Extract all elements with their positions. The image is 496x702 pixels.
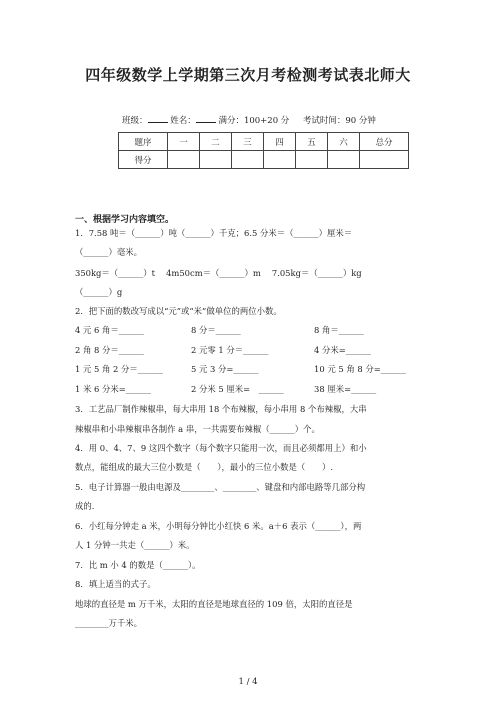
conversion-item: 2 分米 5 厘米= ______ bbox=[191, 384, 284, 394]
class-label: 班级： bbox=[122, 116, 148, 126]
page-number: 1 / 4 bbox=[238, 677, 258, 687]
header-cell: 一 bbox=[168, 133, 200, 151]
conversion-item: 10 元 5 角 8 分=______ bbox=[314, 364, 406, 374]
question-line: 7．比 m 小 4 的数是（______）。 bbox=[75, 560, 201, 570]
question-line: 地球的直径是 m 万千米，太阳的直径是地球直径的 109 倍，太阳的直径是 bbox=[75, 599, 353, 609]
header-cell: 总分 bbox=[360, 133, 409, 151]
question-line: 人 1 分钟一共走（______）米。 bbox=[75, 540, 195, 550]
class-blank bbox=[148, 114, 168, 123]
header-cell: 三 bbox=[232, 133, 264, 151]
question-line: 8．填上适当的式子。 bbox=[75, 579, 156, 589]
question-line: ________万千米。 bbox=[75, 618, 142, 628]
conversion-item: 4 分米=______ bbox=[314, 345, 371, 355]
question-line: 3．工艺品厂制作辣椒串，每大串用 18 个布辣椒，每小串用 8 个布辣椒，大串 bbox=[75, 404, 367, 414]
question-line: 2．把下面的数改写成以“元”或“米”做单位的两位小数。 bbox=[75, 306, 282, 316]
score-table bbox=[118, 132, 409, 169]
score-cell bbox=[296, 151, 328, 169]
question-line: 1．7.58 吨＝（______）吨（______）千克；6.5 分米＝（______）厘米＝ bbox=[75, 228, 353, 238]
score-cell bbox=[168, 151, 200, 169]
header-cell: 六 bbox=[328, 133, 360, 151]
score-table-header-row bbox=[119, 133, 409, 151]
conversion-item: 8 角＝______ bbox=[314, 325, 364, 335]
conversion-item: 4 元 6 角＝______ bbox=[75, 325, 144, 335]
exam-info bbox=[122, 114, 376, 126]
question-line: 数点，能组成的最大三位小数是（ ），最小的三位小数是（ ）. bbox=[75, 462, 334, 472]
name-blank bbox=[196, 114, 216, 123]
score-cell bbox=[328, 151, 360, 169]
question-line: 6．小红每分钟走 a 米，小明每分钟比小红快 6 米。a＋6 表示（______），两 bbox=[75, 521, 362, 531]
section-heading: 一、根据学习内容填空。 bbox=[75, 215, 175, 225]
score-cell bbox=[360, 151, 409, 169]
header-cell: 题序 bbox=[119, 133, 168, 151]
question-line: 4．用 0、4、7、9 这四个数字（每个数字只能用一次，而且必须都用上）和小 bbox=[75, 443, 367, 453]
score-cell bbox=[232, 151, 264, 169]
question-line: 350kg＝（______）t 4m50cm＝（______）m 7.05kg＝（______）kg bbox=[75, 268, 362, 278]
score-cell bbox=[264, 151, 296, 169]
conversion-item: 1 米 6 分米=______ bbox=[75, 384, 151, 394]
full-score: 满分：100+20 分 bbox=[218, 116, 290, 126]
header-cell: 二 bbox=[200, 133, 232, 151]
question-line: 5．电子计算器一般由电源及________、________、键盘和内部电路等几部分构 bbox=[75, 482, 366, 492]
question-line: 成的. bbox=[75, 501, 95, 511]
exam-time: 考试时间：90 分钟 bbox=[302, 116, 376, 126]
question-line: （______）毫米。 bbox=[75, 247, 142, 257]
conversion-item: 1 元 5 角 2 分＝______ bbox=[75, 364, 163, 374]
question-line: （______）g bbox=[75, 287, 123, 297]
header-cell: 四 bbox=[264, 133, 296, 151]
score-table-score-row bbox=[119, 151, 409, 169]
question-line: 辣椒串和小串辣椒串各制作 a 串，一共需要布辣椒（______）个。 bbox=[75, 424, 320, 434]
conversion-item: 5 元 3 分=______ bbox=[191, 364, 259, 374]
conversion-item: 2 角 8 分＝______ bbox=[75, 345, 144, 355]
name-label: 姓名： bbox=[170, 116, 196, 126]
conversion-item: 8 分＝______ bbox=[191, 325, 241, 335]
conversion-item: 38 厘米=______ bbox=[314, 384, 377, 394]
page-title: 四年级数学上学期第三次月考检测考试表北师大 bbox=[85, 66, 411, 84]
score-cell bbox=[200, 151, 232, 169]
conversion-item: 2 元零 1 分＝______ bbox=[191, 345, 269, 355]
row-label: 得分 bbox=[119, 151, 168, 169]
header-cell: 五 bbox=[296, 133, 328, 151]
